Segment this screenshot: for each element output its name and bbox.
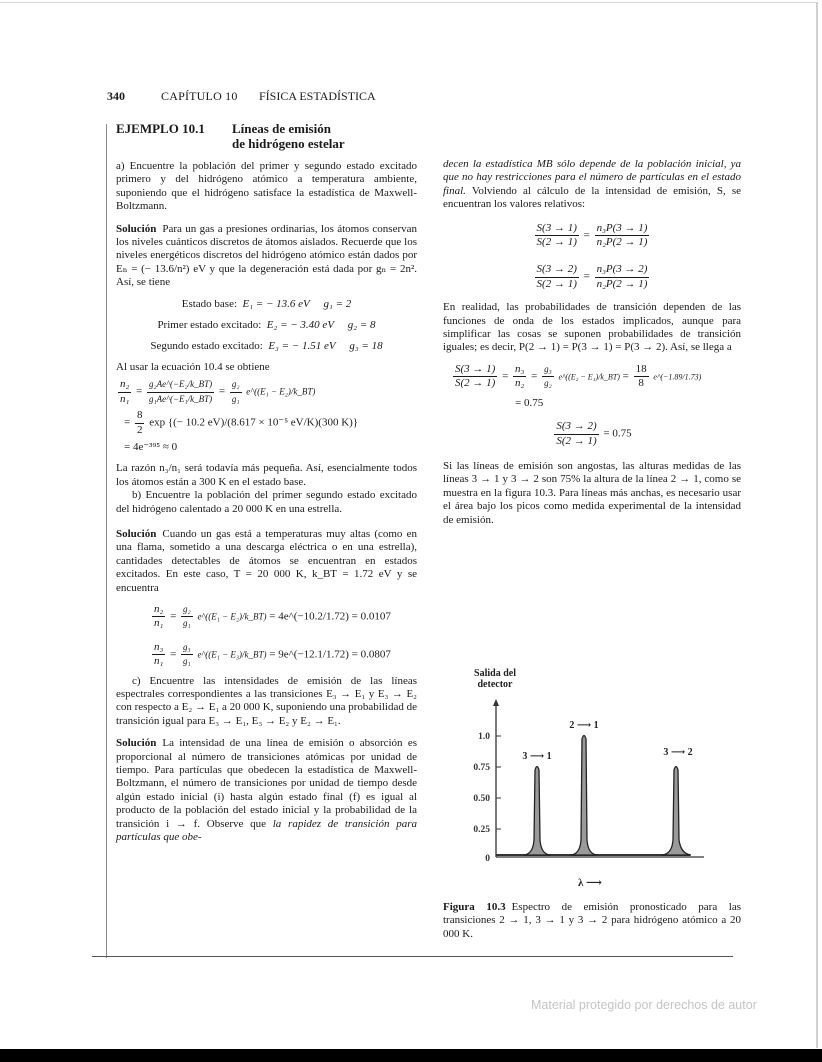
solution-label: Solución (116, 222, 157, 235)
equation-n3-n1-20000K: $\frac{\text{n₃}}{\text{n₁}}$ = $\frac{\text{g₃}}{\text{g₁}}$ e^((E₁ − E₃)/k_BT) = 9e^(−12.1/1.72) = 0.0807 (154, 640, 391, 668)
chapter-label: CAPÍTULO 10 (161, 89, 238, 103)
solution-a: Solución Para un gas a presiones ordinarias, los átomos conservan los niveles cuánticos discretos de átomos aislados. Recuerde que los niveles energéticos discretos del hidrógeno atómico están dados por Eₙ = (− 13.6/n²) eV y que la degeneración está dada por gₙ = 2n². Así, se tiene (116, 222, 417, 289)
final-ratio-eq-2: $\frac{S(3 \to 2)}{S(2 \to 1)}$ = 0.75 (556, 420, 632, 447)
figure-caption: Figura 10.3 Espectro de emisión pronosticado para las transiciones 2 → 1, 3 → 1 y 3 → 2 para hidrógeno atómico a 20 000 K. (443, 901, 741, 940)
peak-label-3-2: 3 ⟶ 2 (663, 747, 693, 758)
equation-n2-n1-300K: $\frac{\text{n₂}}{\text{n₁}}$ = $\frac{\text{g₂Ae\textasciicircum{}(−E₂/k\_BT)}}{\text{g₁Ae\textasciicircum{}(−E₁/k\_BT)}}$ = $\frac{\text{g₂}}{\text{g₁}}$ e^((E₁ − E₂)/k_BT) (120, 378, 316, 405)
final-ratio-result-1: = 0.75 (515, 396, 544, 409)
right-column (443, 158, 741, 527)
y-axis-arrow-icon (493, 699, 499, 706)
y-axis-label-line1: Salida del (474, 668, 516, 679)
solution-c: Solución La intensidad de una línea de emisión o absorción es proporcional al número de transiciones atómicas por unidad de tiempo. Para partículas que obedecen la estadística de Maxwell-Boltzmann, el número de transiciones por unidad de tiempo desde algún estado inicial (i) hasta algún estado final (f) es igual al producto de la población del estado inicial y la probabilidad de la transición i → f. Observe que la rapidez de transición para partículas que obe- (116, 737, 417, 844)
example-title-line1: Líneas de emisión (232, 121, 331, 136)
level-row: Estado base: E₁ = − 13.6 eV g₁ = 2 (181, 297, 352, 310)
example-bottom-rule (92, 956, 733, 957)
x-axis-label: λ ⟶ (578, 877, 602, 889)
y-axis-label-line2: detector (477, 679, 513, 690)
section-label: FÍSICA ESTADÍSTICA (259, 89, 376, 103)
example-number: EJEMPLO 10.1 (116, 121, 205, 136)
part-b-question: b) Encuentre la población del primer segundo estado excitado del hidrógeno calentado a 20 000 K en una estrella. (116, 489, 417, 515)
peak-3-1 (524, 767, 550, 856)
page-number: 340 (107, 89, 125, 103)
figure-caption-label: Figura 10.3 (443, 901, 506, 913)
viewer-bottom-band (0, 1049, 822, 1062)
peak-label-3-1: 3 ⟶ 1 (522, 751, 552, 762)
ratio-text: La razón n₃/n₁ será todavía más pequeña. Así, esencialmente todos los átomos están a 300 K en el estado base. (116, 462, 417, 488)
running-head (107, 89, 376, 104)
relative-intensity-eq-1: $\frac{S(3 \to 1)}{S(2 \to 1)}$ = $\frac{\text{n₃P(3 → 1)}}{\text{n₂P(2 → 1)}}$ (536, 221, 648, 249)
energy-levels-table (116, 298, 417, 354)
continuation-text: decen la estadística MB sólo depende de la población inicial, ya que no hay restricciones para el número de partículas en el estado final. Volviendo al cálculo de la intensidad de emisión, S, se encuentran los valores relativos: (443, 158, 741, 211)
final-ratio-eq-1: $\frac{S(3 \to 1)}{S(2 \to 1)}$ = $\frac{\text{n₃}}{\text{n₂}}$ = $\frac{\text{g₃}}{\text{g₂}}$ e^((E₂ − E₃)/k_BT) = $\frac{18}{8}$ e^(−1.89/1.73) (455, 362, 702, 390)
y-tick-0: 0 (485, 854, 490, 864)
level-row: Segundo estado excitado: E₃ = − 1.51 eV g₃ = 18 (150, 340, 383, 353)
peak-label-2-1: 2 ⟶ 1 (569, 720, 599, 731)
left-column (116, 121, 417, 844)
y-tick-0.75: 0.75 (473, 763, 490, 773)
solution-b: Solución Cuando un gas está a temperaturas muy altas (como en una flama, sometido a una descarga eléctrica o en una estrella), cantidades detectables de átomos se encuentran en estados excitados. En este caso, T = 20 000 K, k_BT = 1.72 eV y se encuentra (116, 527, 417, 594)
y-tick-0.25: 0.25 (473, 825, 490, 835)
part-c-question: c) Encuentre las intensidades de emisión de las líneas espectrales correspondientes a las transiciones E₃ → E₁ y E₃ → E₂ con respecto a E₂ → E₁ a 20 000 K, suponiendo una probabilidad de transición igual para E₃ → E₁, E₃ → E₂ y E₂ → E₁. (116, 674, 417, 727)
figure-emission-spectrum (440, 660, 740, 900)
y-tick-1.0: 1.0 (478, 732, 490, 742)
equation-exp-300K: = $\frac{8}{2}$ exp {(− 10.2 eV)/(8.617 × 10⁻⁵ eV/K)(300 K)} (124, 409, 359, 436)
example-title-line2: de hidrógeno estelar (232, 136, 345, 151)
example-heading (116, 121, 417, 151)
transition-probabilities-text: En realidad, las probabilidades de transición dependen de las funciones de onda de los estados implicados, aunque para simplificar las cosas se suponen probabilidades de transición iguales; es decir, P(2 → 1) = P(3 → 1) = P(3 → 2). Así, se llega a (443, 301, 741, 354)
peak-3-2 (662, 767, 691, 856)
level-row: Primer estado excitado: E₂ = − 3.40 eV g₂ = 8 (157, 319, 376, 332)
relative-intensity-eq-2: $\frac{S(3 \to 2)}{S(2 \to 1)}$ = $\frac{\text{n₃P(3 → 2)}}{\text{n₂P(2 → 1)}}$ (536, 263, 648, 290)
copyright-watermark: Material protegido por derechos de autor (531, 998, 757, 1012)
y-tick-0.50: 0.50 (473, 794, 490, 804)
peak-2-1 (571, 736, 597, 856)
example-left-rule (106, 124, 107, 958)
narrow-lines-text: Si las líneas de emisión son angostas, las alturas medidas de las líneas 3 → 1 y 3 → 2 son 75% la altura de la línea 2 → 1, como se muestra en la figura 10.3. Para líneas más anchas, es necesario usar el área bajo los picos como medida experimental de la intensidad de emisión. (443, 459, 741, 526)
equation-n2-n1-20000K: $\frac{\text{n₂}}{\text{n₁}}$ = $\frac{\text{g₂}}{\text{g₁}}$ e^((E₁ − E₂)/k_BT) = 4e^(−10.2/1.72) = 0.0107 (154, 602, 391, 630)
using-equation-text: Al usar la ecuación 10.4 se obtiene (116, 360, 270, 373)
equation-result-300K: = 4e⁻³⁹⁵ ≈ 0 (124, 440, 178, 453)
part-a-question: a) Encuentre la población del primer y segundo estado excitado primero y del hidrógeno atómico a temperatura ambiente, suponiendo que el hidrógeno satisface la estadística de Maxwell-Boltzmann. (116, 160, 417, 213)
